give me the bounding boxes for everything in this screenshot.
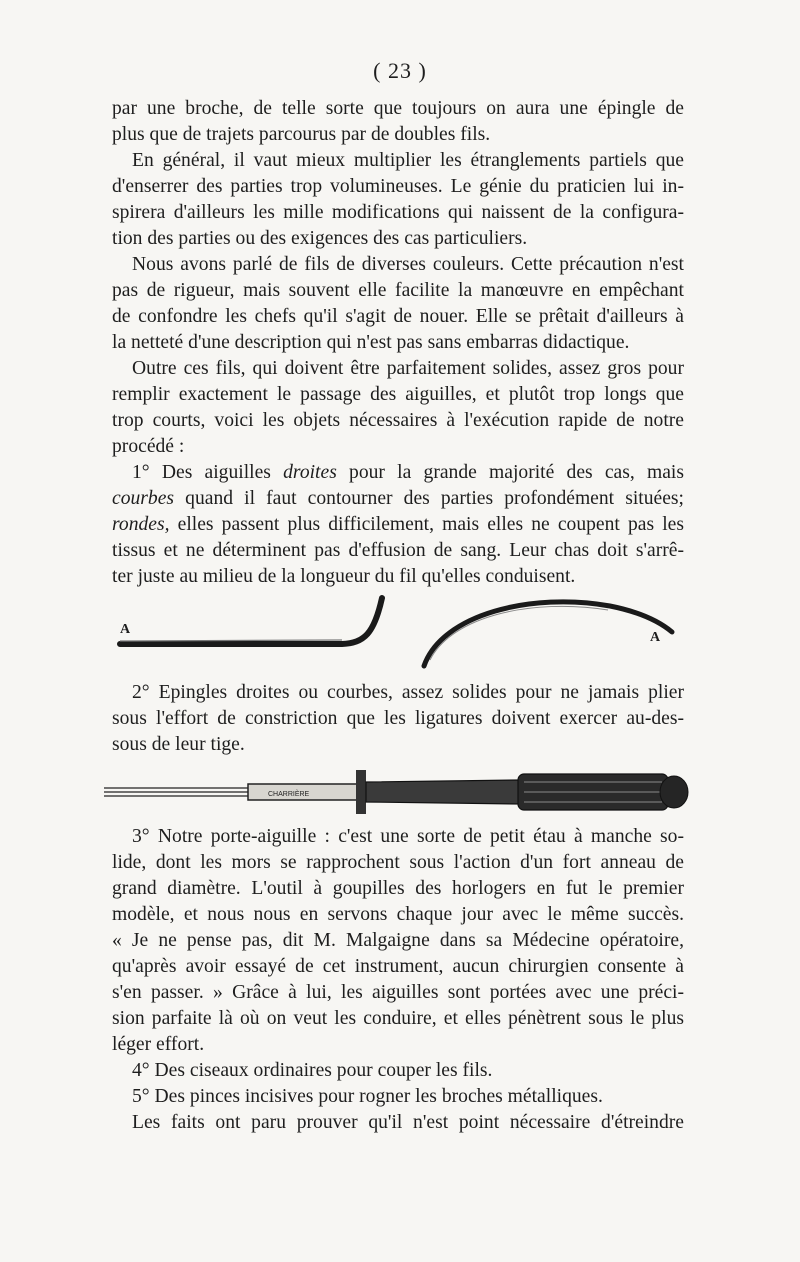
item-2-pins xyxy=(112,680,684,758)
items-4-5-and-closing xyxy=(112,1058,684,1136)
page-number: ( 23 ) xyxy=(373,58,427,83)
needle-holder-figure xyxy=(100,762,700,824)
text-line xyxy=(112,460,684,486)
text-line: ter juste au milieu de la longueur du fil qu'elles conduisent. xyxy=(112,566,576,587)
text-line: Outre ces fils, qui doivent être parfaitement solides, assez gros pour xyxy=(132,358,684,379)
paragraph-2 xyxy=(112,148,684,252)
text-line: lide, dont les mors se rapprochent sous l'action d'un fort anneau de xyxy=(112,852,684,873)
text-line: trop courts, voici les objets nécessaires à l'exécution rapide de notre xyxy=(112,410,684,431)
text-line: remplir exactement le passage des aiguilles, et plutôt trop longs que xyxy=(112,384,684,405)
curved-needle-highlight xyxy=(430,606,608,660)
text-run: elles passent plus difficilement, mais elles ne coupent pas les xyxy=(169,514,684,535)
text-line: En général, il vaut mieux multiplier les étranglements partiels que xyxy=(132,150,684,171)
paragraph-4 xyxy=(112,356,684,460)
text-line xyxy=(112,512,684,538)
item-1-needles xyxy=(112,460,684,590)
text-line: pas de rigueur, mais souvent elle facilite la manœuvre en empêchant xyxy=(112,280,684,301)
emphasis-courbes: courbes xyxy=(112,488,175,509)
text-run: pour la grande majorité des cas, mais xyxy=(336,462,684,483)
emphasis-rondes: rondes, xyxy=(112,514,170,535)
needles-figure xyxy=(112,594,692,674)
text-line: qu'après avoir essayé de cet instrument, aucun chirurgien consente à xyxy=(112,956,684,977)
needle-label-right: A xyxy=(650,630,661,645)
text-line: s'en passer. » Grâce à lui, les aiguilles sont portées avec une préci- xyxy=(112,982,684,1003)
paragraph-3 xyxy=(112,252,684,356)
text-line: 3° Notre porte-aiguille : c'est une sorte de petit étau à manche so- xyxy=(132,826,684,847)
text-run: quand il faut contourner des parties profondément situées; xyxy=(174,488,684,509)
text-run: 1° Des aiguilles xyxy=(132,462,284,483)
text-line: sous de leur tige. xyxy=(112,734,245,755)
text-line: sion parfaite là où on veut les conduire, et elles pénètrent sous le plus xyxy=(112,1008,684,1029)
holder-handle-neck xyxy=(366,780,520,804)
needles-illustration xyxy=(112,594,692,674)
text-line: spirera d'ailleurs les mille modifications qui naissent de la configura- xyxy=(112,202,684,223)
text-line: d'enserrer des parties trop volumineuses. Le génie du praticien lui in- xyxy=(112,176,684,197)
holder-handle-end xyxy=(660,776,688,808)
text-line: tissus et ne déterminent pas d'effusion de sang. Leur chas doit s'arrê- xyxy=(112,540,684,561)
text-line xyxy=(112,486,684,512)
text-line: tion des parties ou des exigences des cas particuliers. xyxy=(112,228,528,249)
paragraph-1 xyxy=(112,96,684,148)
text-line: procédé : xyxy=(112,436,185,457)
curved-needle-shape xyxy=(424,602,672,666)
text-line: de confondre les chefs qu'il s'agit de nouer. Elle se prêtait d'ailleurs à xyxy=(112,306,684,327)
item-3-needle-holder xyxy=(112,824,684,1058)
needle-label-left: A xyxy=(120,622,131,637)
straight-needle-highlight xyxy=(120,640,342,641)
straight-needle-shape xyxy=(120,598,382,644)
item-4-scissors: 4° Des ciseaux ordinaires pour couper les fils. xyxy=(132,1060,493,1081)
text-line: Nous avons parlé de fils de diverses couleurs. Cette précaution n'est xyxy=(132,254,684,275)
text-line: par une broche, de telle sorte que toujours on aura une épingle de xyxy=(112,98,684,119)
closing-line: Les faits ont paru prouver qu'il n'est point nécessaire d'étreindre xyxy=(132,1112,684,1133)
text-line: la netteté d'une description qui n'est pas sans embarras didactique. xyxy=(112,332,630,353)
text-line: 2° Epingles droites ou courbes, assez solides pour ne jamais plier xyxy=(132,682,684,703)
text-line: plus que de trajets parcourus par de doubles fils. xyxy=(112,124,491,145)
emphasis-droites: droites xyxy=(283,462,337,483)
text-line: « Je ne pense pas, dit M. Malgaigne dans sa Médecine opératoire, xyxy=(112,930,684,951)
text-line: modèle, et nous nous en servons chaque jour avec le même succès. xyxy=(112,904,684,925)
text-line: grand diamètre. L'outil à goupilles des horlogers en fut le premier xyxy=(112,878,684,899)
maker-stamp: CHARRIÈRE xyxy=(268,791,310,798)
text-line: sous l'effort de constriction que les ligatures doivent exercer au-des- xyxy=(112,708,684,729)
text-line: léger effort. xyxy=(112,1034,205,1055)
holder-ring xyxy=(356,770,366,814)
needle-holder-illustration xyxy=(100,762,700,824)
item-5-pliers: 5° Des pinces incisives pour rogner les broches métalliques. xyxy=(132,1086,603,1107)
